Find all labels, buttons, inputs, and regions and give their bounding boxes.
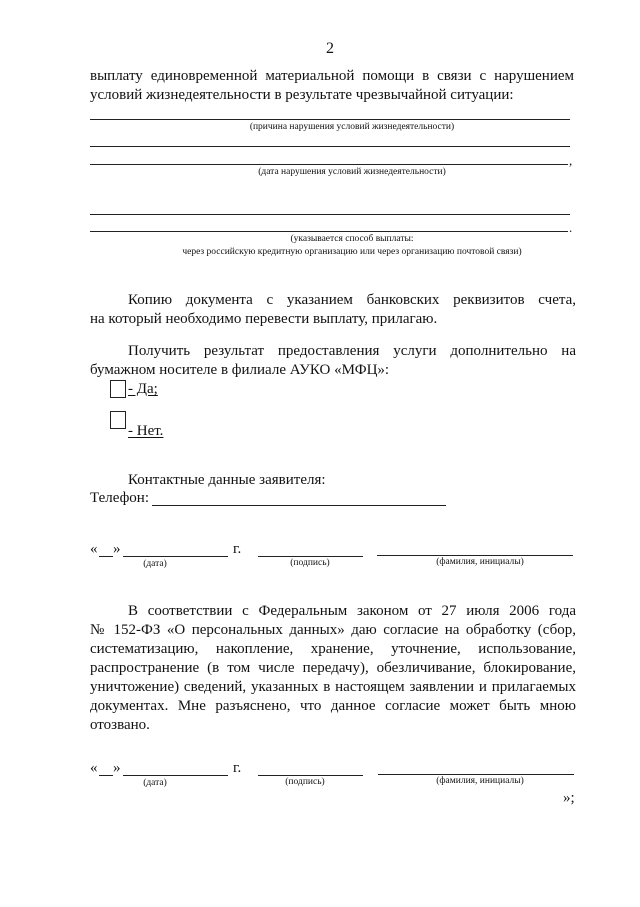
yes-label: - Да; [128, 381, 158, 397]
result-line-2: бумажном носителе в филиале АУКО «МФЦ»: [90, 362, 390, 378]
intro-line-2: условий жизнедеятельности в результате чрезвычайной ситуации: [90, 87, 514, 103]
sig2-quote-open: « [90, 760, 98, 776]
page-number: 2 [326, 40, 334, 57]
sig2-name-line[interactable] [378, 774, 574, 775]
sig2-date-line[interactable] [123, 775, 228, 776]
sig2-year-suffix: г. [233, 760, 242, 776]
copy-doc-line-2: на который необходимо перевести выплату, прилагаю. [90, 311, 438, 327]
payment-caption-1: (указывается способ выплаты: [290, 234, 414, 244]
sig1-date-line[interactable] [123, 556, 228, 557]
sig2-quote-close: » [113, 760, 121, 776]
consent-line-7: отозвано. [90, 717, 150, 733]
sig2-sign-line[interactable] [258, 775, 363, 776]
consent-line-4: распространение (в том числе передачу), обезличивание, блокирование, [90, 660, 576, 676]
sig2-name-caption: (фамилия, инициалы) [436, 776, 524, 786]
sig1-name-caption: (фамилия, инициалы) [436, 557, 524, 567]
contacts-title: Контактные данные заявителя: [128, 472, 326, 488]
date-comma: , [569, 153, 573, 168]
result-line-1: Получить результат предоставления услуги дополнительно на [128, 343, 576, 359]
yes-checkbox[interactable] [110, 380, 126, 398]
payment-caption-2: через российскую кредитную организацию или через организацию почтовой связи) [182, 247, 522, 257]
sig2-date-caption: (дата) [143, 778, 167, 788]
reason-field-line[interactable] [90, 119, 570, 120]
sig1-name-line[interactable] [377, 555, 573, 556]
sig1-date-caption: (дата) [143, 559, 167, 569]
sig1-sign-caption: (подпись) [290, 558, 330, 568]
no-checkbox[interactable] [110, 411, 126, 429]
closing-mark: »; [563, 790, 575, 806]
consent-line-3: систематизацию, накопление, хранение, уточнение, использование, [90, 641, 576, 657]
consent-line-6: документах. Мне разъяснено, что данное согласие может быть мною [90, 698, 576, 714]
phone-label: Телефон: [90, 490, 149, 506]
date-field-line[interactable] [90, 164, 568, 165]
sig1-sign-line[interactable] [258, 556, 363, 557]
intro-line-1: выплату единовременной материальной помощи в связи с нарушением [90, 68, 574, 84]
sig1-quote-close: » [113, 541, 121, 557]
no-label: - Нет. [128, 423, 164, 439]
payment-field-line[interactable] [90, 214, 570, 215]
consent-line-5: уничтожение) сведений, указанных в настоящем заявлении и прилагаемых [90, 679, 576, 695]
reason-caption: (причина нарушения условий жизнедеятельности) [249, 122, 455, 132]
consent-line-2: № 152-ФЗ «О персональных данных» даю согласие на обработку (сбор, [90, 622, 576, 638]
sig1-day-line[interactable] [99, 556, 113, 557]
consent-line-1: В соответствии с Федеральным законом от 27 июля 2006 года [128, 603, 576, 619]
reason-field-line-2[interactable] [90, 146, 570, 147]
sig2-day-line[interactable] [99, 775, 113, 776]
date-caption: (дата нарушения условий жизнедеятельности) [258, 167, 446, 177]
sig1-quote-open: « [90, 541, 98, 557]
payment-field-line-2[interactable] [90, 231, 568, 232]
sig1-year-suffix: г. [233, 541, 242, 557]
payment-period: . [569, 220, 573, 235]
sig2-sign-caption: (подпись) [285, 777, 325, 787]
phone-field-line[interactable] [152, 505, 446, 506]
copy-doc-line-1: Копию документа с указанием банковских реквизитов счета, [128, 292, 576, 308]
